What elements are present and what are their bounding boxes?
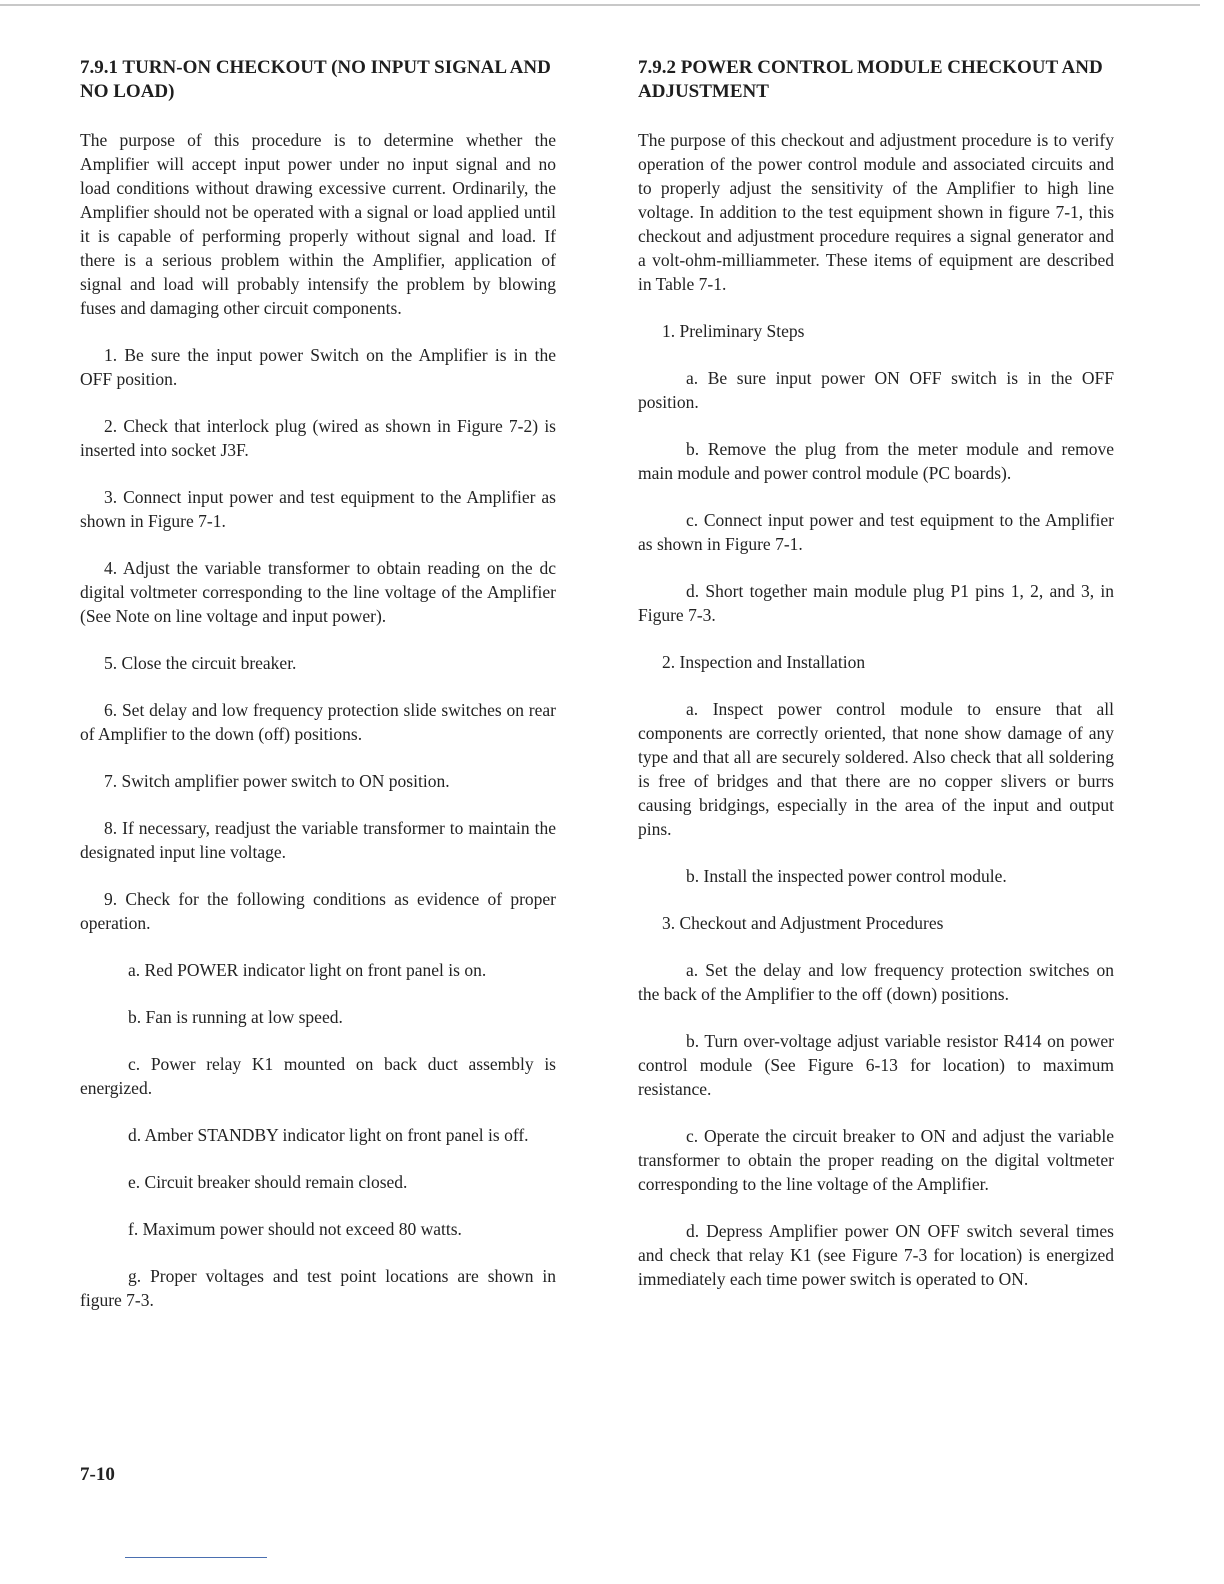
step-item: 4. Adjust the variable transformer to obtain reading on the dc digital voltmeter corresponding to the line voltage of the Amplifier (See Note on line voltage and input power). <box>80 558 556 626</box>
substep-item: e. Circuit breaker should remain closed. <box>128 1172 408 1192</box>
step-item: 2. Check that interlock plug (wired as shown in Figure 7-2) is inserted into socket J3F. <box>80 416 556 460</box>
intro-paragraph: The purpose of this checkout and adjustment procedure is to verify operation of the power control module and associated circuits and to properly adjust the sensitivity of the Amplifier to high line voltage. In addition to the test equipment shown in figure 7-1, this checkout and adjustment procedure requires a signal generator and a volt-ohm-milliammeter. These items of equipment are described in Table 7-1. <box>638 130 1114 294</box>
step-item: 5. Close the circuit breaker. <box>104 653 297 673</box>
subsection-title: 1. Preliminary Steps <box>662 321 805 341</box>
right-column <box>638 56 1114 1314</box>
procedure-item: d. Depress Amplifier power ON OFF switch several times and check that relay K1 (see Figure 7-3 for location) is energized immediately each time power switch is operated to ON. <box>638 1221 1114 1289</box>
substep-item: d. Amber STANDBY indicator light on front panel is off. <box>128 1125 529 1145</box>
procedure-item: c. Connect input power and test equipment to the Amplifier as shown in Figure 7-1. <box>638 510 1114 554</box>
procedure-item: a. Be sure input power ON OFF switch is in the OFF position. <box>638 368 1114 412</box>
step-item: 7. Switch amplifier power switch to ON position. <box>104 771 450 791</box>
substep-item: f. Maximum power should not exceed 80 watts. <box>128 1219 462 1239</box>
top-rule <box>0 4 1200 6</box>
step-item: 8. If necessary, readjust the variable transformer to maintain the designated input line voltage. <box>80 818 556 862</box>
subsection-title: 2. Inspection and Installation <box>662 652 866 672</box>
step-item: 9. Check for the following conditions as evidence of proper operation. <box>80 889 556 933</box>
procedure-item: b. Remove the plug from the meter module and remove main module and power control module (PC boards). <box>638 439 1114 483</box>
page-number: 7-10 <box>80 1464 115 1485</box>
step-item: 3. Connect input power and test equipment to the Amplifier as shown in Figure 7-1. <box>80 487 556 531</box>
bottom-rule <box>125 1557 267 1558</box>
procedure-item: b. Turn over-voltage adjust variable resistor R414 on power control module (See Figure 6-13 for location) to maximum resistance. <box>638 1031 1114 1099</box>
procedure-item: a. Set the delay and low frequency protection switches on the back of the Amplifier to the off (down) positions. <box>638 960 1114 1004</box>
procedure-item: d. Short together main module plug P1 pins 1, 2, and 3, in Figure 7-3. <box>638 581 1114 625</box>
procedure-item: c. Operate the circuit breaker to ON and adjust the variable transformer to obtain the proper reading on the digital voltmeter corresponding to the line voltage of the Amplifier. <box>638 1126 1114 1194</box>
section-heading-7-9-2: 7.9.2 POWER CONTROL MODULE CHECKOUT AND ADJUSTMENT <box>638 57 1103 102</box>
substep-item: c. Power relay K1 mounted on back duct assembly is energized. <box>80 1054 556 1098</box>
substep-item: a. Red POWER indicator light on front panel is on. <box>128 960 487 980</box>
procedure-item: a. Inspect power control module to ensure that all components are correctly oriented, that none show damage of any type and that all are securely soldered. Also check that all soldering is free of bridges and that there are no copper slivers or burrs causing bridgings, especially in the area of the input and output pins. <box>638 699 1114 839</box>
substep-item: g. Proper voltages and test point locations are shown in figure 7-3. <box>80 1266 556 1310</box>
step-item: 6. Set delay and low frequency protection slide switches on rear of Amplifier to the down (off) positions. <box>80 700 556 744</box>
intro-paragraph: The purpose of this procedure is to determine whether the Amplifier will accept input power under no input signal and no load conditions without drawing excessive current. Ordinarily, the Amplifier should not be operated with a signal or load applied until it is capable of performing properly without signal and load. If there is a serious problem within the Amplifier, application of signal and load will probably intensify the problem by blowing fuses and damaging other circuit components. <box>80 130 556 318</box>
section-heading-7-9-1: 7.9.1 TURN-ON CHECKOUT (NO INPUT SIGNAL AND NO LOAD) <box>80 57 551 102</box>
subsection-title: 3. Checkout and Adjustment Procedures <box>662 913 944 933</box>
procedure-item: b. Install the inspected power control module. <box>686 866 1007 886</box>
left-column <box>80 56 556 1335</box>
substep-item: b. Fan is running at low speed. <box>128 1007 343 1027</box>
step-item: 1. Be sure the input power Switch on the Amplifier is in the OFF position. <box>80 345 556 389</box>
